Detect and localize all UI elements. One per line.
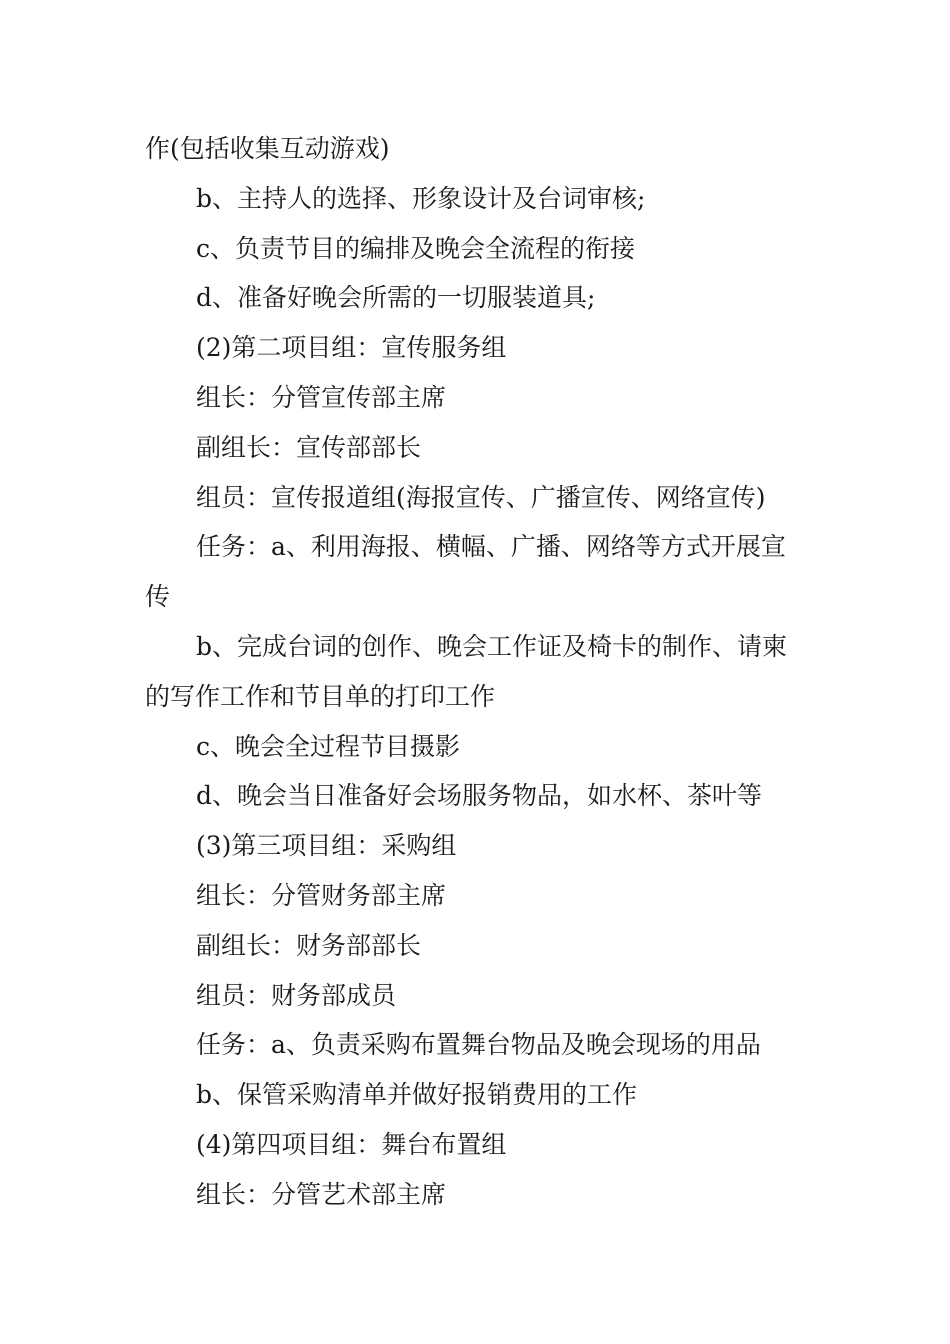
paragraph-line: 组员：财务部成员 [196, 980, 397, 1010]
paragraph-line: 作(包括收集互动游戏) [145, 134, 390, 163]
paragraph-line: 组长：分管艺术部主席 [196, 1179, 447, 1209]
paragraph-line: c、负责节目的编排及晚会全流程的衔接 [196, 233, 636, 263]
paragraph-line: 副组长：宣传部部长 [196, 432, 422, 462]
paragraph-line: 组员：宣传报道组(海报宣传、广播宣传、网络宣传) [196, 482, 766, 512]
paragraph-line: d、晚会当日准备好会场服务物品，如水杯、茶叶等 [196, 781, 763, 811]
paragraph-line: d、准备好晚会所需的一切服装道具; [196, 283, 596, 313]
paragraph-line: 任务：a、利用海报、横幅、广播、网络等方式开展宣 [196, 532, 786, 562]
paragraph-line: c、晚会全过程节目摄影 [196, 731, 461, 761]
section-heading: (2)第二项目组：宣传服务组 [196, 333, 507, 363]
section-heading: (4)第四项目组：舞台布置组 [196, 1129, 507, 1159]
paragraph-line-continuation: 的写作工作和节目单的打印工作 [145, 681, 496, 711]
paragraph-line: b、完成台词的创作、晚会工作证及椅卡的制作、请柬 [196, 631, 788, 661]
paragraph-line-continuation: 传 [145, 582, 171, 612]
paragraph-line: 组长：分管财务部主席 [196, 880, 447, 910]
section-heading: (3)第三项目组：采购组 [196, 831, 457, 861]
paragraph-line: b、保管采购清单并做好报销费用的工作 [196, 1080, 638, 1110]
paragraph-line: 组长：分管宣传部主席 [196, 382, 447, 412]
document-body [145, 124, 810, 1220]
paragraph-line: b、主持人的选择、形象设计及台词审核; [196, 183, 646, 213]
paragraph-line: 副组长：财务部部长 [196, 930, 422, 960]
paragraph-line: 任务：a、负责采购布置舞台物品及晚会现场的用品 [196, 1030, 761, 1060]
